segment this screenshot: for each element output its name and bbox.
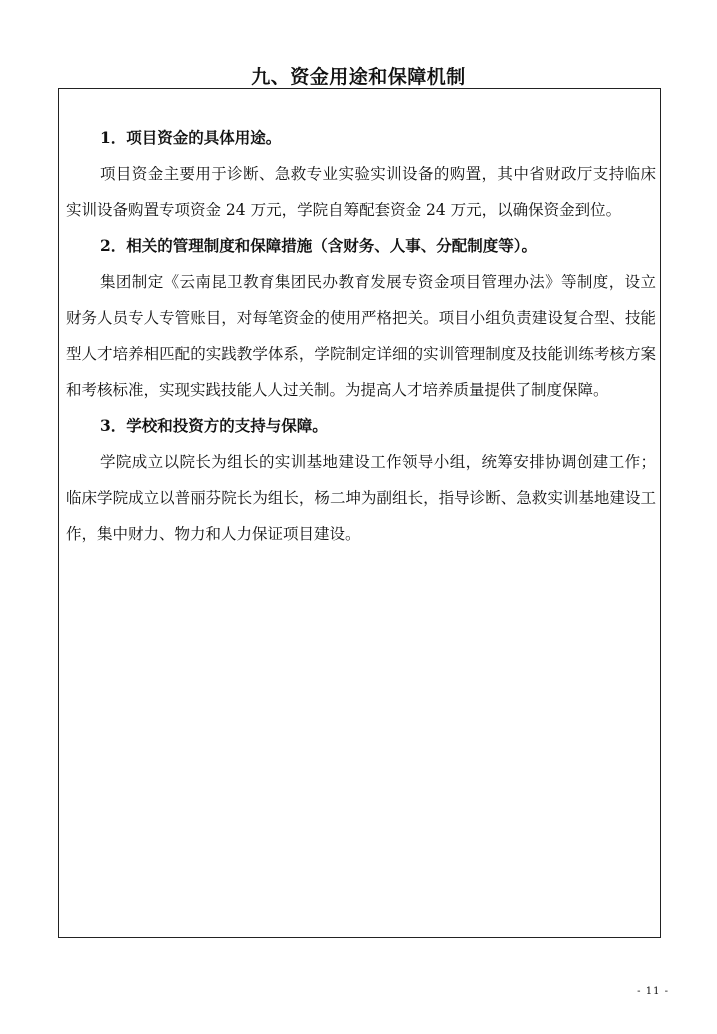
section-body-1: 项目资金主要用于诊断、急救专业实验实训设备的购置，其中省财政厅支持临床实训设备购置专项资金 24 万元，学院自筹配套资金 24 万元，以确保资金到位。: [66, 165, 656, 219]
page-title: 九、资金用途和保障机制: [251, 66, 466, 88]
content-box: [58, 88, 661, 938]
section-heading-3: 3．学校和投资方的支持与保障。: [100, 416, 328, 435]
page-number: - 11 -: [637, 986, 669, 997]
section-body-3: 学院成立以院长为组长的实训基地建设工作领导小组，统筹安排协调创建工作；临床学院成立以普丽芬院长为组长，杨二坤为副组长，指导诊断、急救实训基地建设工作，集中财力、物力和人力保证项目建设。: [66, 453, 656, 543]
section-heading-1: 1．项目资金的具体用途。: [100, 128, 282, 147]
section-body-2: 集团制定《云南昆卫教育集团民办教育发展专资金项目管理办法》等制度，设立财务人员专人专管账目，对每笔资金的使用严格把关。项目小组负责建设复合型、技能型人才培养相匹配的实践教学体系，学院制定详细的实训管理制度及技能训练考核方案和考核标准，实现实践技能人人过关制。为提高人才培养质量提供了制度保障。: [66, 273, 656, 399]
section-heading-2: 2．相关的管理制度和保障措施（含财务、人事、分配制度等）。: [100, 236, 538, 255]
content-body: [66, 120, 656, 552]
